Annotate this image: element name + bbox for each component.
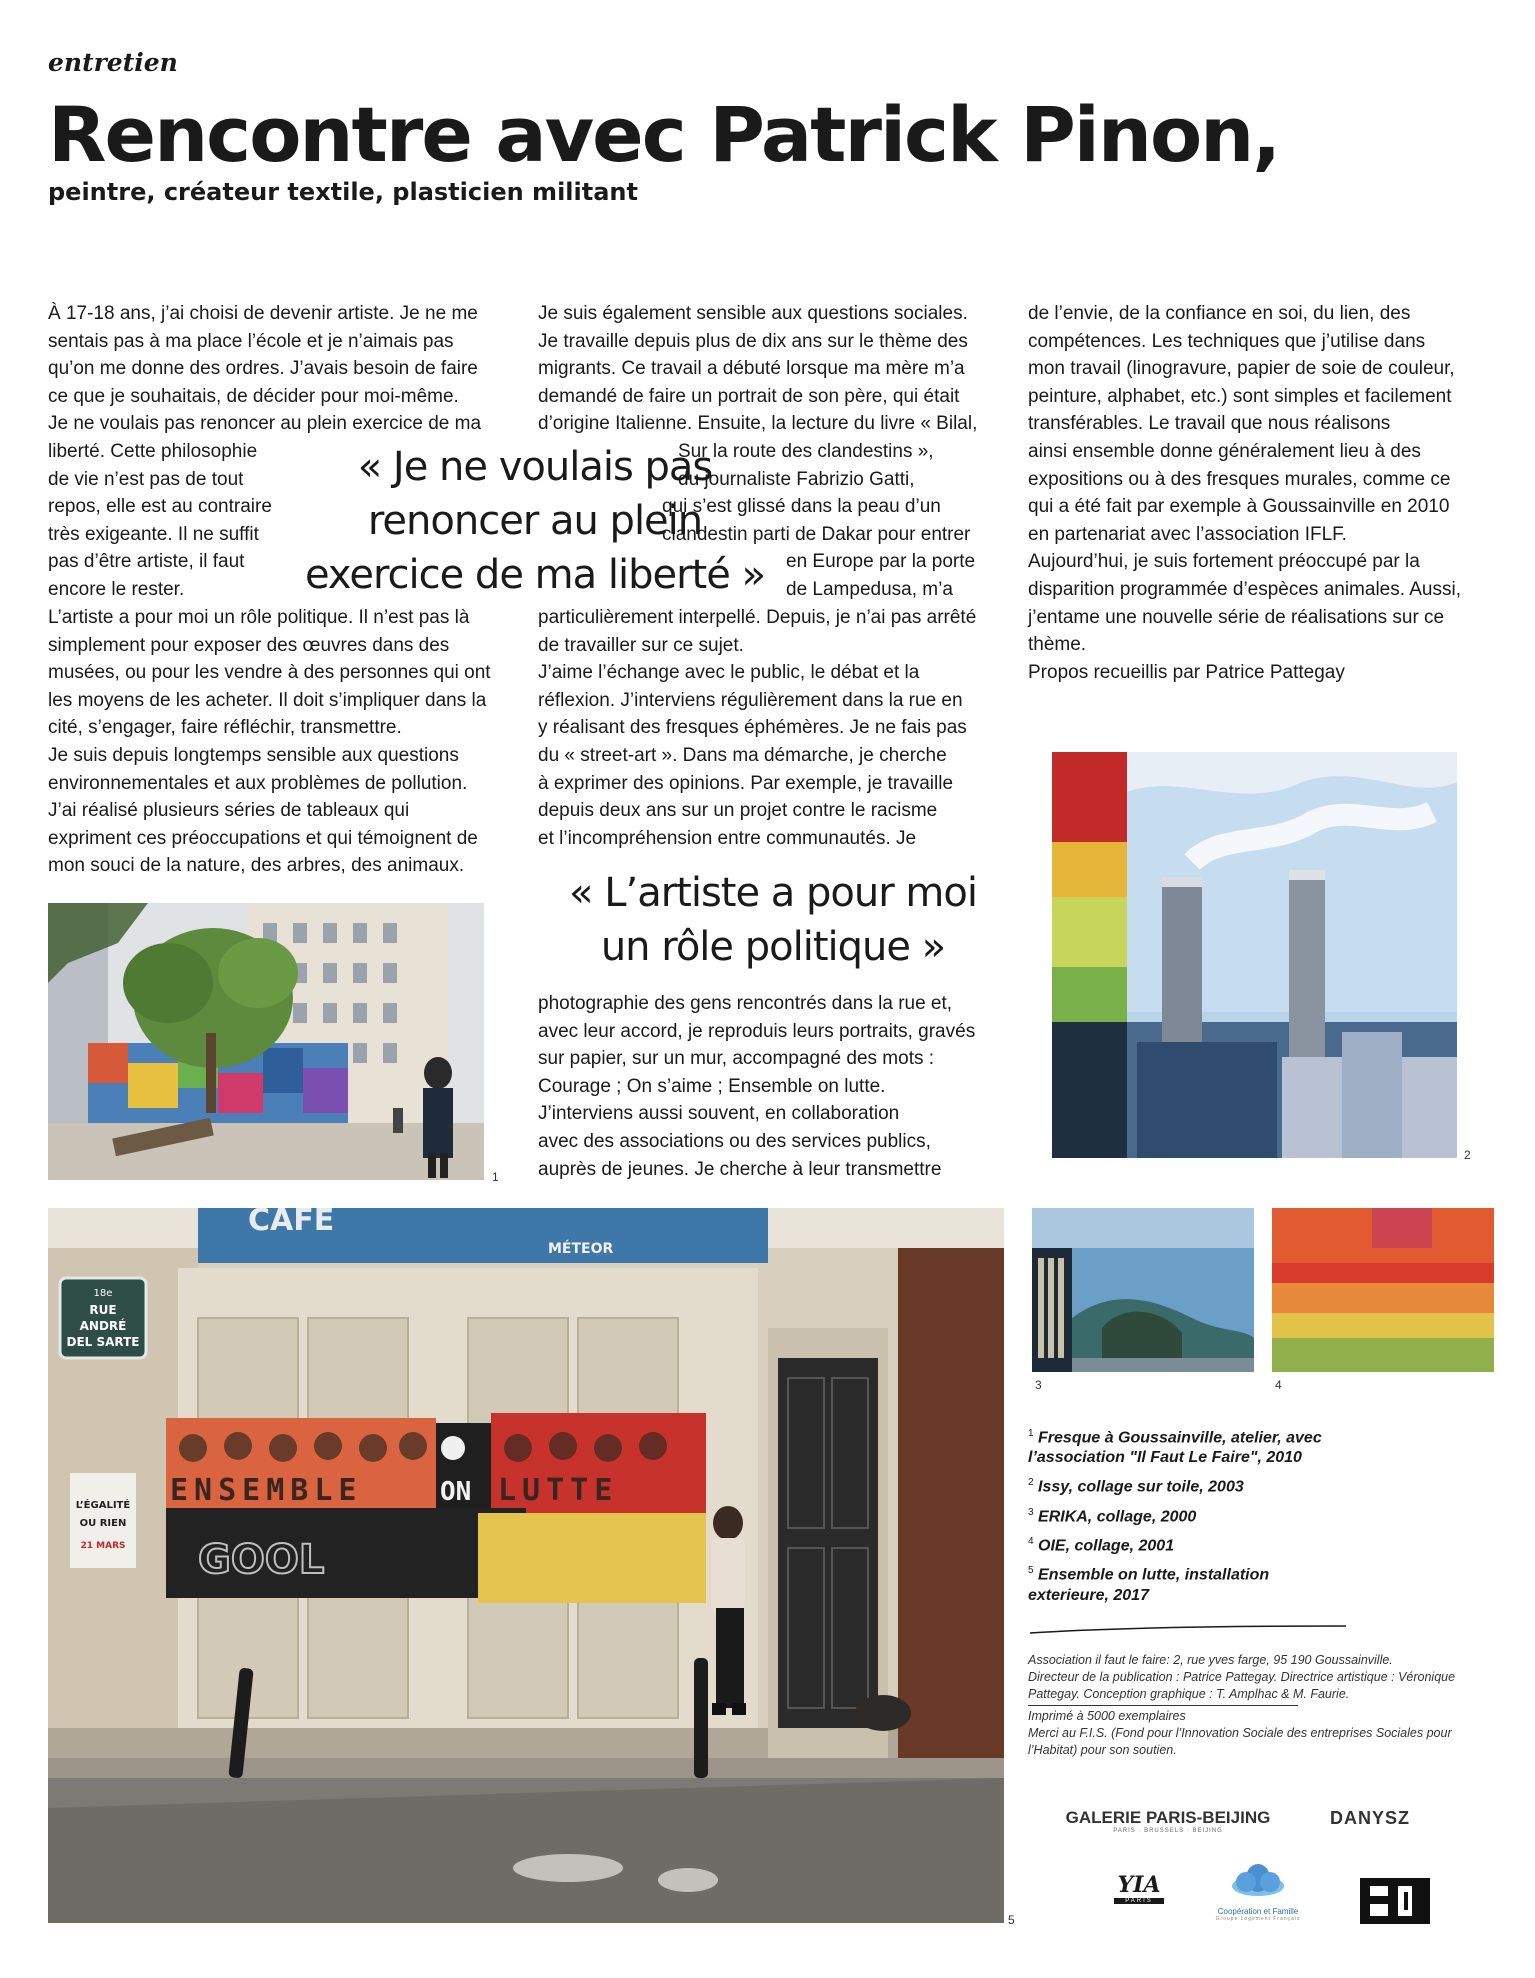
text-line: réflexion. J’interviens régulièrement dans la rue en <box>538 689 963 711</box>
text-line: Aujourd’hui, je suis fortement préoccupé par la <box>1028 551 1420 573</box>
text-line: de l’envie, de la confiance en soi, du lien, des <box>1028 303 1411 324</box>
text-line: demandé de faire un portrait de son père, qui était <box>538 385 960 407</box>
caption-text: OIE, collage, 2001 <box>1038 1537 1175 1555</box>
column-1-narrow <box>48 438 288 604</box>
caption-item <box>1028 1561 1348 1605</box>
pullquote-line: « Je ne voulais pas <box>357 444 713 490</box>
page-title: Rencontre avec Patrick Pinon, <box>48 90 1280 179</box>
street-sign-top: 18e <box>93 1288 113 1299</box>
caption-number: 3 <box>1028 1506 1034 1518</box>
photo-number: 4 <box>1275 1378 1282 1392</box>
text-line: pas d’être artiste, il faut <box>48 551 245 573</box>
logo-cooperation-sub: Groupe Logement Français <box>1215 1916 1301 1922</box>
text-line: compétences. Les techniques que j’utilise dans <box>1028 330 1426 352</box>
lotus-icon <box>1228 1862 1288 1902</box>
text-line: qui s’est glissé dans la peau d’un <box>662 496 941 517</box>
fresco-word: ENSEMBLE <box>170 1473 363 1508</box>
credits <box>1028 1652 1468 1759</box>
logo-galerie-paris-beijing <box>1058 1808 1278 1834</box>
text-line: Sur la route des clandestins », <box>678 441 934 462</box>
logo-galerie-name: GALERIE PARIS-BEIJING <box>1065 1808 1271 1827</box>
photo-3-image <box>1032 1208 1254 1372</box>
street-sign-line: ANDRÉ <box>79 1319 127 1333</box>
text-line: disparition programmée d’espèces animales. Aussi, <box>1028 578 1461 600</box>
photo-number: 3 <box>1035 1378 1042 1392</box>
credits-thanks: Merci au F.I.S. (Fond pour l’Innovation Sociale des entreprises Sociales pour l’Habitat) pour son soutien. <box>1028 1726 1452 1757</box>
text-line: particulièrement interpellé. Depuis, je n’ai pas arrêté <box>538 607 977 628</box>
text-line: simplement pour exposer des œuvres dans des <box>48 634 450 656</box>
credits-publication: Directeur de la publication : Patrice Pattegay. Directrice artistique : Véronique Pattegay. Conception graphique : T. Amplhac & M. Faurie. <box>1028 1670 1456 1701</box>
captions <box>1028 1424 1348 1611</box>
photo-oie-collage <box>1272 1208 1494 1372</box>
column-2-bottom <box>538 990 1018 1183</box>
text-line: qu’on me donne des ordres. J’avais besoin de faire <box>48 358 478 380</box>
photo-1-image <box>48 903 484 1180</box>
text-line: Je suis également sensible aux questions sociales. <box>538 303 968 324</box>
text-line: repos, elle est au contraire <box>48 496 272 518</box>
text-line: en partenariat avec l’association IFLF. <box>1028 523 1347 545</box>
column-1-bottom <box>48 604 528 880</box>
caption-item <box>1028 1424 1348 1468</box>
credits-print-run: Imprimé à 5000 exemplaires <box>1028 1709 1186 1723</box>
caption-text: ERIKA, collage, 2000 <box>1038 1507 1197 1525</box>
logo-fd-monogram <box>1360 1878 1430 1924</box>
text-line: avec leur accord, je reproduis leurs portraits, gravés <box>538 1020 976 1042</box>
caption-item <box>1028 1503 1348 1527</box>
text-line: Je travaille depuis plus de dix ans sur le thème des <box>538 330 968 352</box>
text-line: thème. <box>1028 634 1087 656</box>
text-line: mon travail (linogravure, papier de soie de couleur, <box>1028 358 1455 380</box>
caption-text: Fresque à Goussainville, atelier, avec l’association "Il Faut Le Faire", 2010 <box>1028 1429 1322 1467</box>
column-2-indent-2 <box>662 493 1008 548</box>
text-line: ce que je souhaitais, de décider pour moi-même. <box>48 385 459 407</box>
caption-text: Ensemble on lutte, installation exterieure, 2017 <box>1028 1566 1270 1604</box>
text-line: très exigeante. Il ne suffit <box>48 523 259 545</box>
text-line: mon souci de la nature, des arbres, des animaux. <box>48 855 465 877</box>
poster-line: OU RIEN <box>79 1518 127 1529</box>
pullquote-line: un rôle politique » <box>600 924 946 970</box>
caption-number: 2 <box>1028 1477 1034 1489</box>
text-line: migrants. Ce travail a débuté lorsque ma mère m’a <box>538 358 965 380</box>
text-line: auprès de jeunes. Je cherche à leur transmettre <box>538 1158 942 1180</box>
text-line: qui a été fait par exemple à Goussainville en 2010 <box>1028 496 1450 518</box>
text-line: encore le rester. <box>48 578 185 600</box>
street-sign-line: DEL SARTE <box>66 1335 140 1349</box>
street-sign-line: RUE <box>89 1303 117 1317</box>
text-line: Propos recueillis par Patrice Pattegay <box>1028 661 1345 683</box>
photo-5-image <box>48 1208 1004 1923</box>
text-line: j’entame une nouvelle série de réalisations sur ce <box>1028 606 1445 628</box>
text-line: sur papier, sur un mur, accompagné des mots : <box>538 1048 935 1070</box>
text-line: du journaliste Fabrizio Gatti, <box>678 468 915 490</box>
photo-number: 5 <box>1008 1913 1015 1927</box>
photo-2-image <box>1052 752 1457 1158</box>
text-line: J’aime l’échange avec le public, le débat et la <box>538 662 920 684</box>
text-line: y réalisant des fresques éphémères. Je ne fais pas <box>538 717 967 739</box>
text-line: en Europe par la porte <box>786 551 976 572</box>
pullquote-line: exercice de ma liberté » <box>304 552 765 598</box>
text-line: musées, ou pour les vendre à des personnes qui ont <box>48 662 491 684</box>
text-line: à exprimer des opinions. Par exemple, je travaille <box>538 772 954 794</box>
graffiti-tag: GOOL <box>198 1537 325 1583</box>
text-line: liberté. Cette philosophie <box>48 441 258 462</box>
column-1-top <box>48 300 518 438</box>
logo-danysz: DANYSZ <box>1330 1808 1411 1828</box>
fresco-word: LUTTE <box>498 1473 619 1508</box>
text-line: À 17-18 ans, j’ai choisi de devenir artiste. Je ne me <box>48 303 478 324</box>
caption-text: Issy, collage sur toile, 2003 <box>1038 1478 1244 1496</box>
text-line: de vie n’est pas de tout <box>48 468 244 490</box>
caption-number: 4 <box>1028 1535 1034 1547</box>
caption-number: 5 <box>1028 1565 1034 1577</box>
fresco-word: ON <box>440 1477 472 1507</box>
poster-line: 21 MARS <box>80 1541 126 1551</box>
photo-ensemble-on-lutte <box>48 1208 1004 1923</box>
text-line: expositions ou à des fresques murales, comme ce <box>1028 468 1451 490</box>
text-line: J’ai réalisé plusieurs séries de tableaux qui <box>48 800 410 822</box>
photo-erika-collage <box>1032 1208 1254 1372</box>
poster-line: L’ÉGALITÉ <box>75 1500 131 1511</box>
text-line: environnementales et aux problèmes de pollution. <box>48 772 468 794</box>
column-2-indent-1 <box>678 438 1008 493</box>
logo-galerie-sub: PARIS · BRUSSELS · BEIJING <box>1113 1828 1223 1834</box>
text-line: et l’incompréhension entre communautés. Je <box>538 827 917 849</box>
text-line: de Lampedusa, m’a <box>786 578 953 600</box>
caption-number: 1 <box>1028 1428 1034 1439</box>
text-line: de travailler sur ce sujet. <box>538 634 744 656</box>
credits-divider <box>1028 1705 1298 1706</box>
text-line: cité, s’engager, faire réfléchir, transmettre. <box>48 717 402 739</box>
text-line: avec des associations ou des services publics, <box>538 1130 931 1152</box>
logo-cooperation-name: Coopération et Famille <box>1217 1907 1299 1916</box>
text-line: photographie des gens rencontrés dans la rue et, <box>538 993 953 1014</box>
text-line: J’interviens aussi souvent, en collaboration <box>538 1103 900 1125</box>
credits-address: Association il faut le faire: 2, rue yves farge, 95 190 Goussainville. <box>1028 1653 1393 1667</box>
column-3 <box>1028 300 1498 686</box>
text-line: d’origine Italienne. Ensuite, la lecture du livre « Bilal, <box>538 413 978 435</box>
logo-yia-name: YIA <box>1117 1872 1161 1898</box>
text-line: Je ne voulais pas renoncer au plein exercice de ma <box>48 413 482 435</box>
column-2-indent-3 <box>786 548 1008 603</box>
photo-number: 2 <box>1464 1148 1471 1162</box>
pullquote-2 <box>538 866 1008 974</box>
text-line: sentais pas à ma place l’école et je n’aimais pas <box>48 330 454 352</box>
text-line: les moyens de les acheter. Il doit s’impliquer dans la <box>48 689 487 711</box>
text-line: transférables. Le travail que nous réalisons <box>1028 413 1391 435</box>
pullquote-line: « L’artiste a pour moi <box>569 870 977 916</box>
caption-item <box>1028 1532 1348 1556</box>
photo-4-image <box>1272 1208 1494 1372</box>
divider <box>1028 1624 1348 1636</box>
pullquote-line: renoncer au plein <box>367 498 703 544</box>
page-subtitle: peintre, créateur textile, plasticien militant <box>48 178 638 206</box>
photo-issy-collage <box>1052 752 1457 1158</box>
text-line: Je suis depuis longtemps sensible aux questions <box>48 744 459 766</box>
text-line: L’artiste a pour moi un rôle politique. Il n’est pas là <box>48 607 470 628</box>
text-line: du « street-art ». Dans ma démarche, je cherche <box>538 744 947 766</box>
text-line: clandestin parti de Dakar pour entrer <box>662 523 971 545</box>
photo-number: 1 <box>492 1170 499 1184</box>
caption-item <box>1028 1473 1348 1497</box>
text-line: peinture, alphabet, etc.) sont simples et facilement <box>1028 385 1452 407</box>
column-2-top <box>538 300 1008 438</box>
text-line: expriment ces préoccupations et qui témoignent de <box>48 827 478 849</box>
awning-text: MÉTEOR <box>548 1241 614 1257</box>
logo-cooperation-famille <box>1198 1862 1318 1922</box>
text-line: ainsi ensemble donne généralement lieu à des <box>1028 440 1421 462</box>
text-line: Courage ; On s’aime ; Ensemble on lutte. <box>538 1075 886 1097</box>
logo-yia <box>1104 1872 1174 1904</box>
text-line: depuis deux ans sur un projet contre le racisme <box>538 800 938 822</box>
column-2-middle <box>538 604 1018 852</box>
logo-yia-sub: PARIS <box>1114 1898 1164 1904</box>
photo-fresque-goussainville <box>48 903 484 1180</box>
cafe-sign: CAFE <box>248 1208 335 1238</box>
rubric: entretien <box>48 48 178 77</box>
